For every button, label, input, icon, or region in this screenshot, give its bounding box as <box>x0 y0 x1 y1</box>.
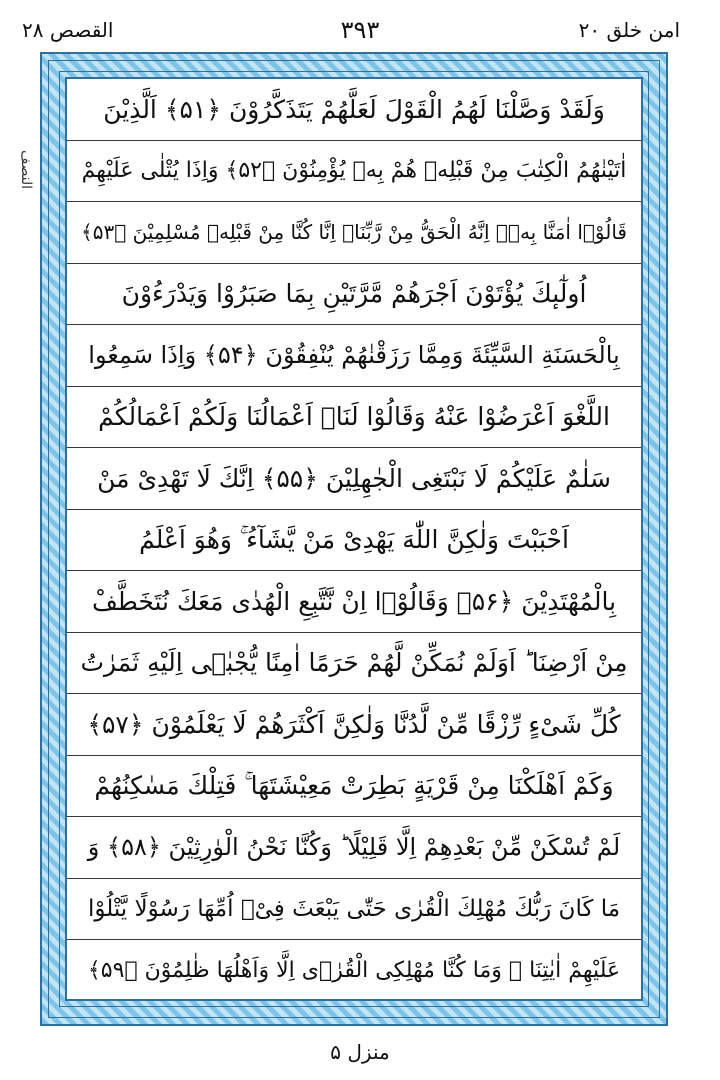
text-line: قَالُوْۤا اٰمَنَّا بِهٖۤ اِنَّهُ الْحَقُّ مِنْ رَّبِّنَاۤ اِنَّا كُنَّا مِنْ قَبْلِهٖ مُسْلِمِيْنَ ﴿۵۳﴾ <box>67 202 641 264</box>
text-line: اَحْبَبْتَ وَلٰكِنَّ اللّٰهَ يَهْدِىْ مَنْ يَّشَآءُ ۚ وَهُوَ اَعْلَمُ <box>67 510 641 572</box>
manzil-footer: منزل ۵ <box>330 1040 390 1064</box>
text-line: اللَّغْوَ اَعْرَضُوْا عَنْهُ وَقَالُوْا لَنَاۤ اَعْمَالُنَا وَلَكُمْ اَعْمَالُكُمْ <box>67 387 641 449</box>
surah-header: القصص ۲۸ <box>22 18 114 42</box>
text-panel <box>65 77 643 1001</box>
text-line: اُولٰٓىٕكَ يُؤْتَوْنَ اَجْرَهُمْ مَّرَّتَيْنِ بِمَا صَبَرُوْا وَيَدْرَءُوْنَ <box>67 264 641 326</box>
juz-header: امن خلق ۲۰ <box>578 18 680 42</box>
text-line: لَمْ تُسْكَنْ مِّنْ بَعْدِهِمْ اِلَّا قَلِيْلًا ؕ وَكُنَّا نَحْنُ الْوٰرِثِيْنَ ﴿۵۸﴾ وَ <box>67 817 641 879</box>
page-number: ۳۹۳ <box>340 16 380 44</box>
text-line: اٰتَيْنٰهُمُ الْكِتٰبَ مِنْ قَبْلِهٖ هُمْ بِهٖ يُؤْمِنُوْنَ ﴿۵۲﴾ وَاِذَا يُتْلٰى عَلَيْهِمْ <box>67 141 641 203</box>
text-line: مِنْ اَرْضِنَا ؕ اَوَلَمْ نُمَكِّنْ لَّهُمْ حَرَمًا اٰمِنًا يُّجْبٰۤى اِلَيْهِ ثَمَرٰتُ <box>67 633 641 695</box>
text-line: بِالْمُهْتَدِيْنَ ﴿۵۶﴾ وَقَالُوْۤا اِنْ نَّتَّبِعِ الْهُدٰى مَعَكَ نُتَخَطَّفْ <box>67 571 641 633</box>
text-line: عَلَيْهِمْ اٰيٰتِنَا ۚ وَمَا كُنَّا مُهْلِكِى الْقُرٰۤى اِلَّا وَاَهْلُهَا ظٰلِمُوْنَ ﴿۵۹﴾ <box>87 958 621 984</box>
text-line: سَلٰمٌ عَلَيْكُمْ لَا نَبْتَغِى الْجٰهِلِيْنَ ﴿۵۵﴾ اِنَّكَ لَا تَهْدِىْ مَنْ <box>67 448 641 510</box>
ornamental-border <box>40 52 668 1026</box>
text-line: مَا كَانَ رَبُّكَ مُهْلِكَ الْقُرٰى حَتّٰى يَبْعَثَ فِىْۤ اُمِّهَا رَسُوْلًا يَّتْلُوْا <box>67 879 641 941</box>
text-line: وَكَمْ اَهْلَكْنَا مِنْ قَرْيَةٍ بَطِرَتْ مَعِيْشَتَهَا ۚ فَتِلْكَ مَسٰكِنُهُمْ <box>67 756 641 818</box>
text-line: وَلَقَدْ وَصَّلْنَا لَهُمُ الْقَوْلَ لَعَلَّهُمْ يَتَذَكَّرُوْنَ ﴿۵۱﴾ اَلَّذِيْنَ <box>67 79 641 141</box>
text-line: بِالْحَسَنَةِ السَّيِّئَةَ وَمِمَّا رَزَقْنٰهُمْ يُنْفِقُوْنَ ﴿۵۴﴾ وَاِذَا سَمِعُوا <box>67 325 641 387</box>
hizb-marker: النصف <box>18 150 34 190</box>
text-line: كُلِّ شَىْءٍ رِّزْقًا مِّنْ لَّدُنَّا وَلٰكِنَّ اَكْثَرَهُمْ لَا يَعْلَمُوْنَ ﴿۵۷﴾ <box>67 694 641 756</box>
